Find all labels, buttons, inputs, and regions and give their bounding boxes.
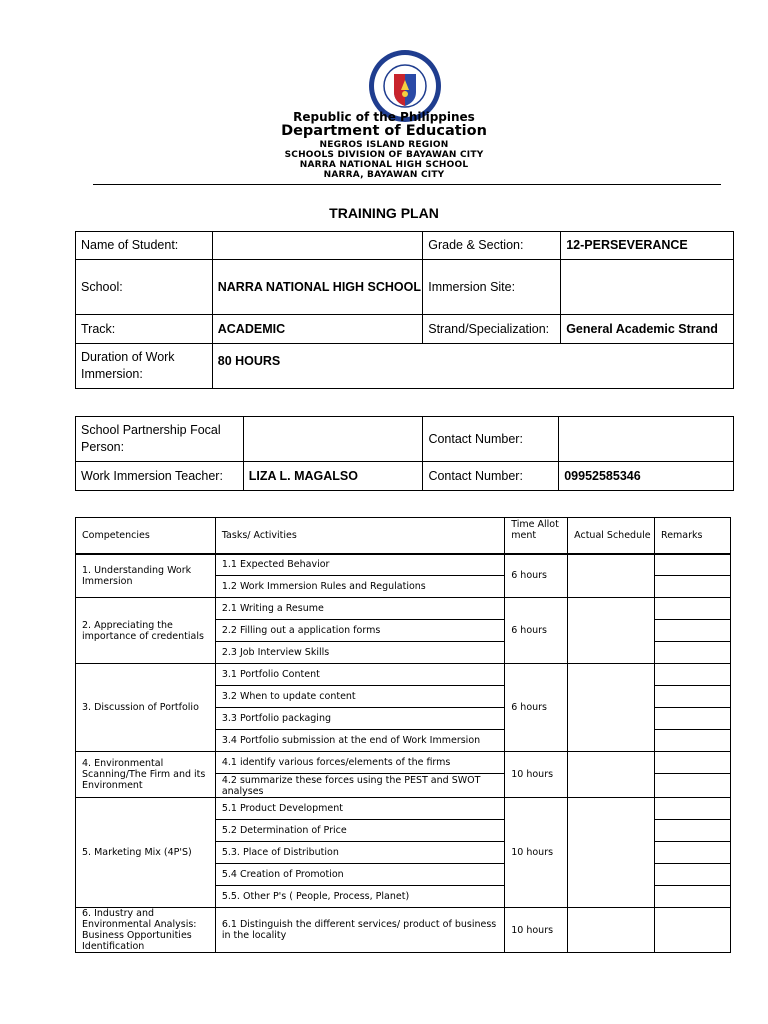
- remarks-cell: [655, 620, 731, 642]
- plan-header-row: [76, 518, 731, 554]
- task-cell: 2.3 Job Interview Skills: [215, 642, 504, 664]
- duration-label: Duration of Work Immersion:: [76, 344, 213, 389]
- training-plan-table: [75, 517, 731, 953]
- remarks-cell: [655, 576, 731, 598]
- remarks-cell: [655, 708, 731, 730]
- actual-schedule-cell: [568, 664, 655, 752]
- remarks-cell: [655, 820, 731, 842]
- actual-schedule-cell: [568, 908, 655, 953]
- header-time: Time Allotment: [505, 518, 568, 554]
- remarks-cell: [655, 730, 731, 752]
- header-competencies: Competencies: [76, 518, 216, 554]
- document-title: TRAINING PLAN: [329, 205, 439, 221]
- task-cell: 3.1 Portfolio Content: [215, 664, 504, 686]
- table-row: [76, 554, 731, 576]
- actual-schedule-cell: [568, 752, 655, 798]
- remarks-cell: [655, 686, 731, 708]
- name-value: [212, 232, 423, 260]
- site-label: Immersion Site:: [423, 260, 561, 315]
- task-cell: 5.2 Determination of Price: [215, 820, 504, 842]
- task-cell: 2.1 Writing a Resume: [215, 598, 504, 620]
- header-actual: Actual Schedule: [568, 518, 655, 554]
- remarks-cell: [655, 842, 731, 864]
- task-cell: 1.1 Expected Behavior: [215, 554, 504, 576]
- remarks-cell: [655, 642, 731, 664]
- remarks-cell: [655, 798, 731, 820]
- remarks-cell: [655, 908, 731, 953]
- task-cell: 5.1 Product Development: [215, 798, 504, 820]
- actual-schedule-cell: [568, 554, 655, 598]
- remarks-cell: [655, 554, 731, 576]
- division-line: SCHOOLS DIVISION OF BAYAWAN CITY: [284, 150, 484, 160]
- task-cell: 3.3 Portfolio packaging: [215, 708, 504, 730]
- contacts-table: [75, 416, 734, 491]
- task-cell: 5.3. Place of Distribution: [215, 842, 504, 864]
- actual-schedule-cell: [568, 798, 655, 908]
- teacher-contact-label: Contact Number:: [423, 462, 559, 491]
- school-value: NARRA NATIONAL HIGH SCHOOL: [212, 260, 423, 315]
- remarks-cell: [655, 886, 731, 908]
- task-cell: 2.2 Filling out a application forms: [215, 620, 504, 642]
- task-cell: 5.4 Creation of Promotion: [215, 864, 504, 886]
- teacher-value: LIZA L. MAGALSO: [243, 462, 423, 491]
- department-line: Department of Education: [281, 123, 487, 139]
- focal-person-label: School Partnership Focal Person:: [76, 417, 244, 462]
- competency-cell: 1. Understanding Work Immersion: [76, 554, 216, 598]
- strand-value: General Academic Strand: [561, 315, 734, 344]
- competency-cell: 2. Appreciating the importance of credentials: [76, 598, 216, 664]
- time-allotment-cell: 10 hours: [505, 752, 568, 798]
- table-row: [76, 752, 731, 774]
- competency-cell: 6. Industry and Environmental Analysis: Business Opportunities Identification: [76, 908, 216, 953]
- focal-person-value: [243, 417, 423, 462]
- contact-number-value: [559, 417, 734, 462]
- site-value: [561, 260, 734, 315]
- task-cell: 4.2 summarize these forces using the PEST and SWOT analyses: [215, 774, 504, 798]
- school-label: School:: [76, 260, 213, 315]
- time-allotment-cell: 6 hours: [505, 598, 568, 664]
- table-row: [76, 664, 731, 686]
- name-label: Name of Student:: [76, 232, 213, 260]
- table-row: [76, 598, 731, 620]
- remarks-cell: [655, 774, 731, 798]
- task-cell: 3.2 When to update content: [215, 686, 504, 708]
- remarks-cell: [655, 598, 731, 620]
- track-value: ACADEMIC: [212, 315, 423, 344]
- header-remarks: Remarks: [655, 518, 731, 554]
- task-cell: 3.4 Portfolio submission at the end of Work Immersion: [215, 730, 504, 752]
- actual-schedule-cell: [568, 598, 655, 664]
- remarks-cell: [655, 864, 731, 886]
- school-line: NARRA NATIONAL HIGH SCHOOL: [299, 160, 469, 170]
- task-cell: 5.5. Other P's ( People, Process, Planet): [215, 886, 504, 908]
- grade-label: Grade & Section:: [423, 232, 561, 260]
- strand-label: Strand/Specialization:: [423, 315, 561, 344]
- remarks-cell: [655, 752, 731, 774]
- header-tasks: Tasks/ Activities: [215, 518, 504, 554]
- track-label: Track:: [76, 315, 213, 344]
- competency-cell: 5. Marketing Mix (4P'S): [76, 798, 216, 908]
- teacher-contact-value: 09952585346: [559, 462, 734, 491]
- competency-cell: 4. Environmental Scanning/The Firm and its Environment: [76, 752, 216, 798]
- table-row: [76, 908, 731, 953]
- task-cell: 4.1 identify various forces/elements of the firms: [215, 752, 504, 774]
- teacher-label: Work Immersion Teacher:: [76, 462, 244, 491]
- task-cell: 6.1 Distinguish the different services/ product of business in the locality: [215, 908, 504, 953]
- time-allotment-cell: 6 hours: [505, 554, 568, 598]
- duration-value: 80 HOURS: [212, 344, 733, 389]
- time-allotment-cell: 6 hours: [505, 664, 568, 752]
- grade-value: 12-PERSEVERANCE: [561, 232, 734, 260]
- region-line: NEGROS ISLAND REGION: [319, 140, 449, 150]
- contact-number-label: Contact Number:: [423, 417, 559, 462]
- time-allotment-cell: 10 hours: [505, 908, 568, 953]
- table-row: [76, 798, 731, 820]
- time-allotment-cell: 10 hours: [505, 798, 568, 908]
- student-info-table: [75, 231, 734, 389]
- header-divider: [93, 184, 721, 185]
- address-line: NARRA, BAYAWAN CITY: [323, 170, 445, 180]
- republic-line: Republic of the Philippines: [293, 110, 475, 124]
- task-cell: 1.2 Work Immersion Rules and Regulations: [215, 576, 504, 598]
- remarks-cell: [655, 664, 731, 686]
- competency-cell: 3. Discussion of Portfolio: [76, 664, 216, 752]
